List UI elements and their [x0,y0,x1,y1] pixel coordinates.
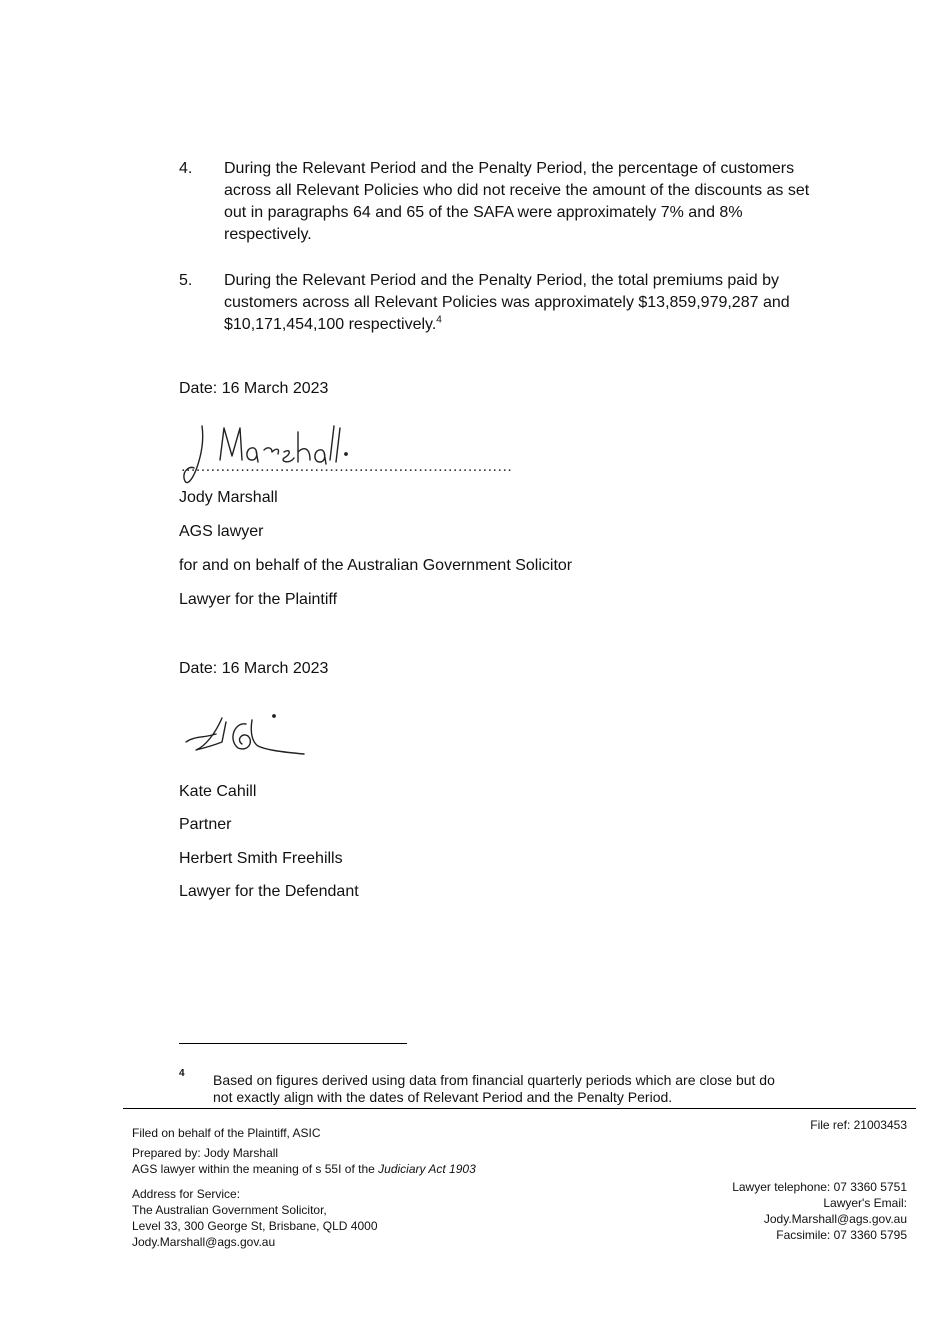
signatory-title: AGS lawyer [179,523,264,540]
paragraph-text: During the Relevant Period and the Penalty Period, the percentage of customers across all Relevant Policies who did not receive the amount of the discounts as set out in paragraphs 64 and 65 of the SAFA were approximately 7% and 8% respectively. [224,160,810,243]
paragraph-text [224,270,834,336]
address-label: Address for Service: [132,1187,241,1201]
signatory-role: Lawyer for the Defendant [179,883,359,900]
signatory-organisation: Herbert Smith Freehills [179,850,343,867]
signature-dotted-line: ................................................................... [181,458,513,475]
ags-lawyer-prefix: AGS lawyer within the meaning of s 55I of the [132,1162,379,1176]
prepared-by: Prepared by: Jody Marshall [132,1146,279,1160]
signatory-name: Kate Cahill [179,783,257,800]
signatory-title: Partner [179,816,232,833]
footnote-reference: 4 [436,314,442,326]
footnote-number: 4 [179,1068,185,1079]
signature-date: Date: 16 March 2023 [179,660,329,677]
facsimile: Facsimile: 07 3360 5795 [776,1228,907,1242]
signatory-role: Lawyer for the Plaintiff [179,591,338,608]
paragraph-number: 4. [179,160,193,177]
paragraph-number: 5. [179,272,193,289]
lawyer-telephone: Lawyer telephone: 07 3360 5751 [732,1180,907,1194]
signatory-name: Jody Marshall [179,489,278,506]
signature-date: Date: 16 March 2023 [179,380,329,397]
footnote-separator [179,1043,407,1044]
address-line: The Australian Government Solicitor, [132,1203,327,1217]
lawyer-email-label: Lawyer's Email: [823,1196,907,1210]
footnote-line: Based on figures derived using data from financial quarterly periods which are close but do [213,1072,775,1088]
footnote-text [213,1072,813,1106]
address-line: Level 33, 300 George St, Brisbane, QLD 4000 [132,1219,378,1233]
lawyer-email[interactable]: Jody.Marshall@ags.gov.au [763,1212,907,1226]
act-name: Judiciary Act 1903 [378,1162,476,1176]
paragraph-body: During the Relevant Period and the Penalty Period, the total premiums paid by customers across all Relevant Policies was approximately $13,859,979,287 and $10,171,454,100 respectively. [224,272,790,333]
ags-lawyer-statement [132,1161,476,1177]
signatory-organisation: for and on behalf of the Australian Government Solicitor [179,557,573,574]
signature-cahill [182,712,322,772]
filed-on-behalf: Filed on behalf of the Plaintiff, ASIC [132,1126,321,1140]
address-email: Jody.Marshall@ags.gov.au [132,1235,276,1249]
footer-separator [123,1108,916,1109]
footnote-line: not exactly align with the dates of Relevant Period and the Penalty Period. [213,1089,673,1105]
file-ref: File ref: 21003453 [810,1118,907,1132]
